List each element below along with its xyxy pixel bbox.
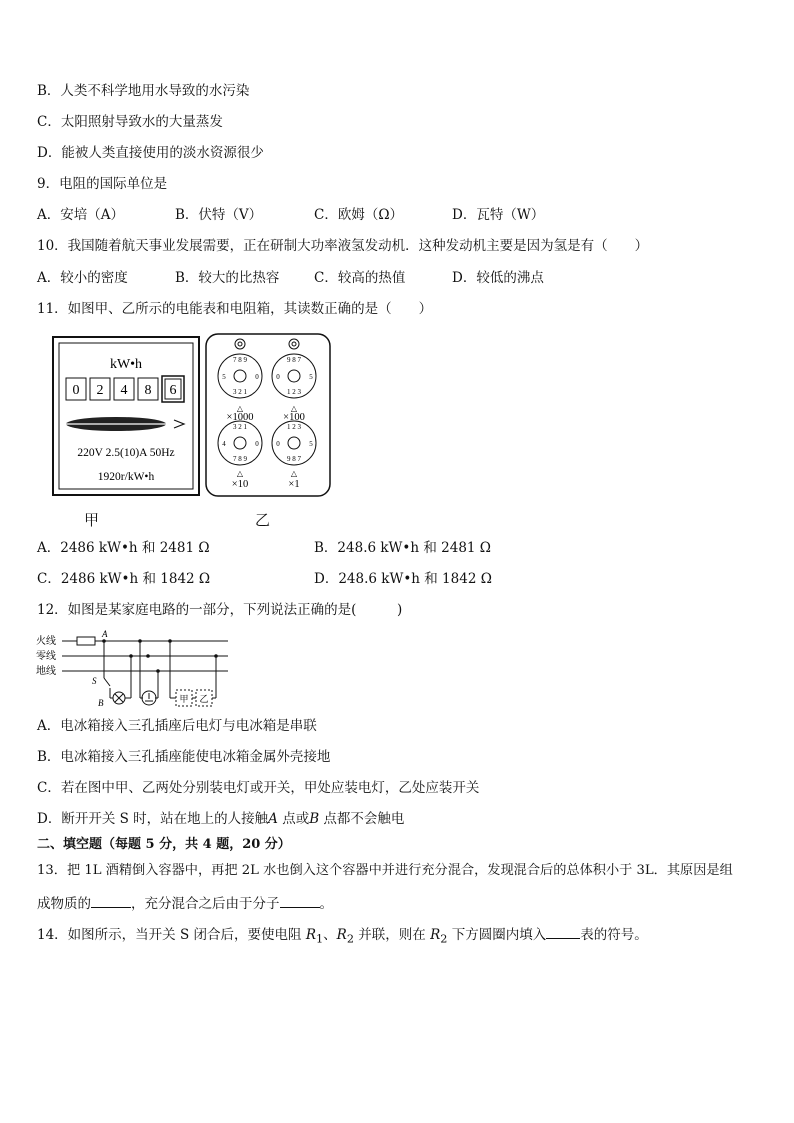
meter-constant: 1920r/kW•h	[97, 471, 155, 483]
section-2-heading: 二、填空题（每题 5 分，共 4 题，20 分）	[37, 837, 291, 852]
dial-x100-icon	[272, 354, 316, 413]
svg-text:5: 5	[309, 373, 313, 381]
meter-unit: kW•h	[109, 357, 143, 372]
q8-option-b: B．人类不科学地用水导致的水污染	[37, 83, 250, 99]
svg-text:5: 5	[222, 373, 226, 381]
dial-label-x1: ×1	[288, 479, 300, 490]
svg-text:1 2 3: 1 2 3	[287, 388, 301, 396]
meter-rating: 220V 2.5(10)A 50Hz	[77, 447, 175, 459]
slot-yi-label: 乙	[199, 694, 209, 704]
q12-option-b: B．电冰箱接入三孔插座能使电冰箱金属外壳接地	[37, 749, 331, 765]
svg-text:3 2 1: 3 2 1	[233, 423, 247, 431]
meter-digit-4: 8	[144, 383, 152, 398]
switch-s-label: S	[92, 676, 97, 686]
resistance-box-figure	[205, 333, 331, 497]
svg-text:3 2 1: 3 2 1	[233, 388, 247, 396]
q10-stem: 10．我国随着航天事业发展需要，正在研制大功率液氢发动机．这种发动机主要是因为氢是有（ ）	[37, 238, 649, 254]
svg-text:0: 0	[255, 373, 259, 381]
q12-option-a: A．电冰箱接入三孔插座后电灯与电冰箱是串联	[37, 718, 317, 734]
household-circuit-figure	[36, 626, 232, 714]
q10-option-c: C．较高的热值	[314, 270, 406, 286]
slot-jia-label: 甲	[179, 694, 189, 704]
q8-option-d: D．能被人类直接使用的淡水资源很少	[37, 145, 264, 161]
q11-option-c: C．2486 kW•h 和 1842 Ω	[37, 571, 211, 587]
svg-text:0: 0	[255, 440, 259, 448]
q13-line-1: 13．把 1L 酒精倒入容器中，再把 2L 水也倒入这个容器中并进行充分混合，发现混合后的总体积小于 3L．其原因是组	[37, 863, 733, 878]
q10-option-a: A．较小的密度	[37, 270, 128, 286]
q13-blank-2[interactable]	[280, 895, 320, 908]
electric-meter-figure	[52, 336, 200, 496]
dial-x1-icon	[272, 421, 316, 478]
q9-option-c: C．欧姆（Ω）	[314, 207, 404, 223]
socket-icon	[142, 691, 156, 705]
q11-option-a: A．2486 kW•h 和 2481 Ω	[37, 540, 210, 556]
svg-text:1 2 3: 1 2 3	[287, 423, 301, 431]
svg-text:9 8 7: 9 8 7	[287, 455, 301, 463]
point-a-label: A	[102, 629, 108, 639]
svg-text:5: 5	[309, 440, 313, 448]
wire-label-ground: 地线	[36, 666, 56, 677]
svg-text:0: 0	[276, 373, 280, 381]
q13-blank-1[interactable]	[91, 895, 131, 908]
q9-option-b: B．伏特（V）	[175, 207, 263, 223]
point-b-label: B	[98, 698, 104, 708]
q9-stem: 9．电阻的国际单位是	[37, 176, 168, 192]
dial-x1000-icon	[218, 354, 262, 413]
svg-text:△: △	[290, 404, 298, 413]
q12-option-d: D．断开开关 S 时，站在地上的人接触A 点或B 点都不会触电	[37, 811, 405, 827]
svg-text:7 8 9: 7 8 9	[233, 356, 247, 364]
lamp-icon	[113, 692, 125, 704]
svg-text:△: △	[290, 469, 298, 478]
wire-label-live: 火线	[36, 636, 56, 647]
svg-text:7 8 9: 7 8 9	[233, 455, 247, 463]
q10-option-b: B．较大的比热容	[175, 270, 280, 286]
meter-disc-icon	[64, 417, 184, 431]
terminal-icons	[235, 339, 299, 349]
q11-option-d: D．248.6 kW•h 和 1842 Ω	[314, 571, 492, 587]
svg-text:4: 4	[222, 440, 226, 448]
svg-text:△: △	[236, 469, 244, 478]
meter-digit-2: 2	[96, 383, 104, 398]
dial-label-x100: ×100	[283, 412, 305, 423]
svg-text:0: 0	[276, 440, 280, 448]
q12-option-c: C．若在图中甲、乙两处分别装电灯或开关，甲处应装电灯，乙处应装开关	[37, 780, 480, 796]
figure-caption-jia: 甲	[84, 511, 100, 529]
q11-stem: 11．如图甲、乙所示的电能表和电阻箱，其读数正确的是（ ）	[37, 301, 433, 317]
q12-stem: 12．如图是某家庭电路的一部分，下列说法正确的是( )	[37, 602, 403, 618]
figure-caption-yi: 乙	[255, 511, 271, 529]
q10-option-d: D．较低的沸点	[452, 270, 544, 286]
q9-option-a: A．安培（A）	[37, 207, 124, 223]
q9-option-d: D．瓦特（W）	[452, 207, 545, 223]
q13-line-2: 成物质的 ，充分混合之后由于分子 。	[37, 896, 333, 912]
meter-digit-5: 6	[169, 383, 177, 398]
q8-option-c: C．太阳照射导致水的大量蒸发	[37, 114, 223, 130]
svg-text:△: △	[236, 404, 244, 413]
dial-x10-icon	[218, 421, 262, 478]
svg-text:9 8 7: 9 8 7	[287, 356, 301, 364]
q14-blank[interactable]	[546, 926, 580, 939]
meter-digit-1: 0	[72, 383, 80, 398]
q11-option-b: B．248.6 kW•h 和 2481 Ω	[314, 540, 491, 556]
dial-label-x1000: ×1000	[226, 412, 254, 423]
wire-label-neutral: 零线	[36, 651, 56, 662]
meter-digit-3: 4	[120, 383, 128, 398]
q14-stem: 14．如图所示，当开关 S 闭合后，要使电阻 $R_1$、$R_2$ 并联，则在 $R_2$ 下方圆圈内填入 表的符号。	[37, 927, 648, 946]
dial-label-x10: ×10	[231, 479, 249, 490]
